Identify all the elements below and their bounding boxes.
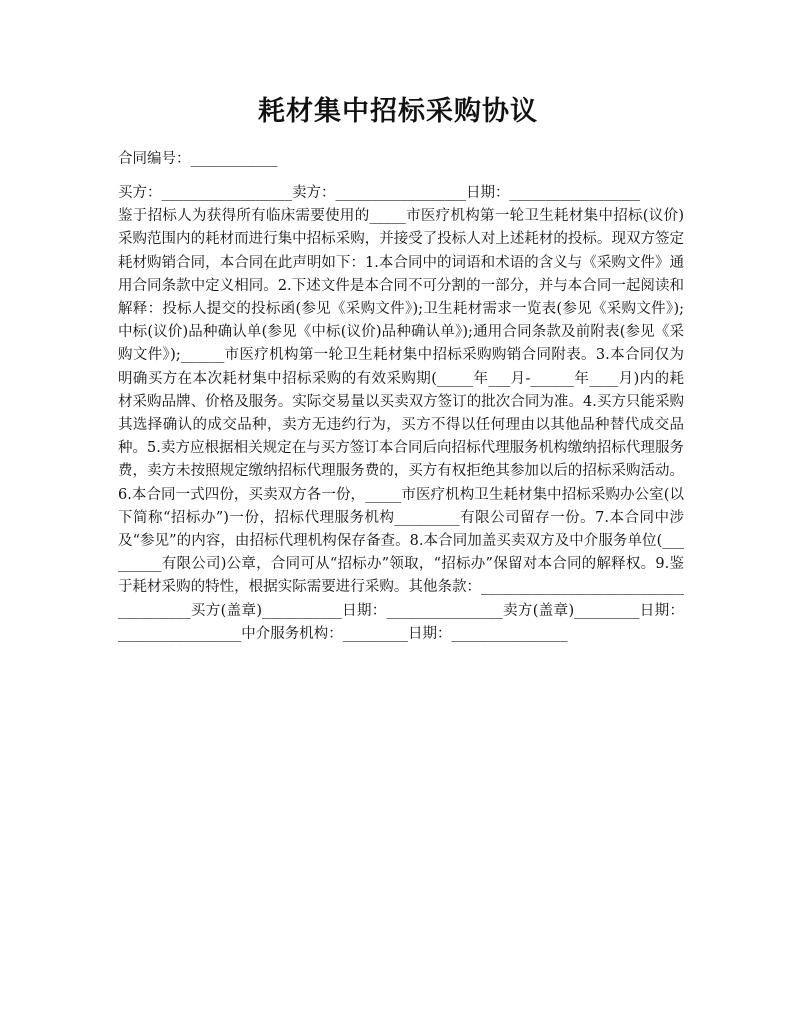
- document-title: 耗材集中招标采购协议: [258, 96, 538, 127]
- document-body: [118, 182, 684, 646]
- parties-line: 买方：__________________卖方：__________________日期：__________________: [118, 185, 640, 201]
- body-paragraph: 鉴于招标人为获得所有临床需要使用的_____市医疗机构第一轮卫生耗材集中招标(议价)采购范围内的耗材而进行集中招标采购，并接受了投标人对上述耗材的投标。现双方签定耗材购销合同，本合同在此声明如下：1.本合同中的词语和术语的含义与《采购文件》通用合同条款中定义相同。2.下述文件是本合同不可分割的一部分，并与本合同一起阅读和解释：投标人提交的投标函(参见《采购文件》);卫生耗材需求一览表(参见《采购文件》);中标(议价)品种确认单(参见《中标(议价)品种确认单》);通用合同条款及前附表(参见《采购文件》);______市医疗机构第一轮卫生耗材集中招标采购购销合同附表。3.本合同仅为明确买方在本次耗材集中招标采购的有效采购期(_____年___月-______年____月)内的耗材采购品牌、价格及服务。实际交易量以买卖双方签订的批次合同为准。4.买方只能采购其选择确认的成交品种，卖方无违约行为，买方不得以任何理由以其他品种替代成交品种。5.卖方应根据相关规定在与买方签订本合同后向招标代理服务机构缴纳招标代理服务费，卖方未按照规定缴纳招标代理服务费的，买方有权拒绝其参加以后的招标采购活动。6.本合同一式四份，买卖双方各一份，_____市医疗机构卫生耗材集中招标采购办公室(以下简称“招标办”)一份，招标代理服务机构_________有限公司留存一份。7.本合同中涉及“参见”的内容，由招标代理机构保存备查。8.本合同加盖买卖双方及中介服务单位(_________有限公司)公章，合同可从“招标办”领取，“招标办”保留对本合同的解释权。9.鉴于耗材采购的特性，根据实际需要进行采购。其他条款：______________________________________买方(盖章)___________日期：________________卖方(盖章)_________日期：_________________中介服务机构：_________日期：________________: [118, 208, 684, 642]
- contract-number-line: 合同编号：____________: [118, 151, 278, 167]
